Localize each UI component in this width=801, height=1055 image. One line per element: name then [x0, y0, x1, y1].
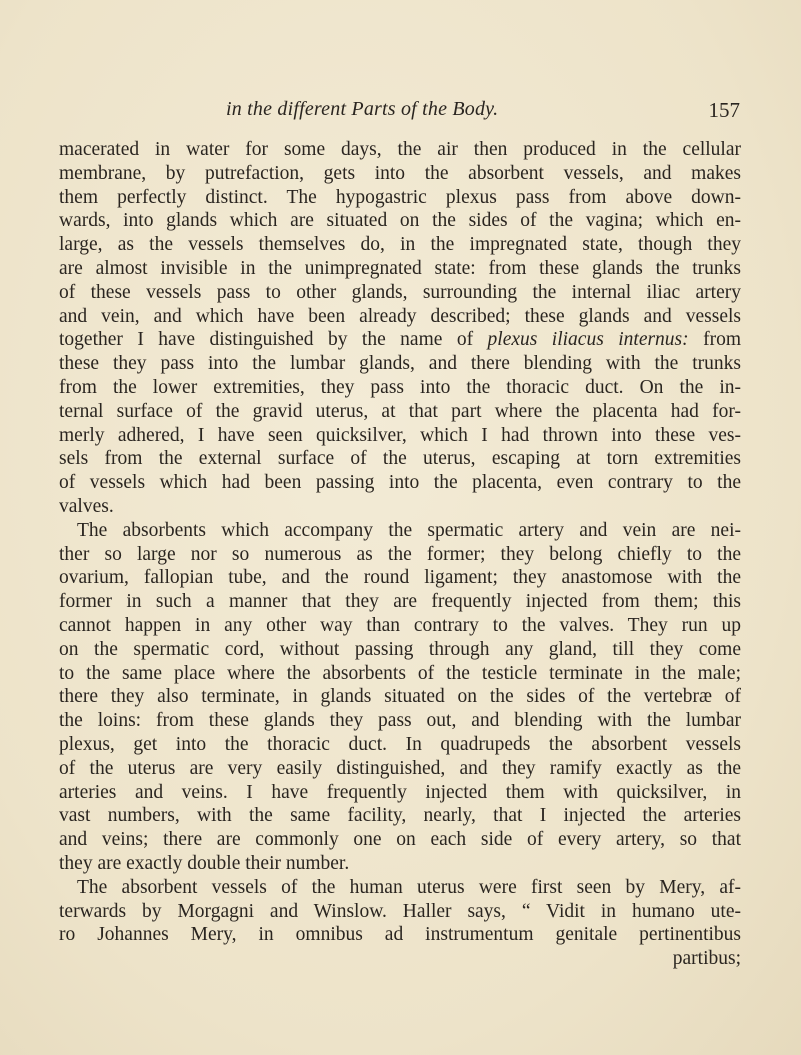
text-segment: from: [688, 329, 741, 351]
text-line: of these vessels pass to other glands, surrounding the internal iliac artery: [59, 281, 741, 303]
text-line: membrane, by putrefaction, gets into the absorbent vessels, and makes: [59, 162, 741, 184]
page-header: [60, 94, 740, 126]
text-line: sels from the external surface of the uterus, escaping at torn extremities: [59, 448, 741, 470]
page-number: 157: [708, 98, 740, 122]
text-line: them perfectly distinct. The hypogastric plexus pass from above down-: [59, 186, 741, 208]
text-line: the loins: from these glands they pass out, and blending with the lumbar: [59, 710, 741, 732]
running-head: in the different Parts of the Body.: [226, 98, 499, 120]
text-line: large, as the vessels themselves do, in the impregnated state, though they: [59, 234, 741, 256]
text-line: on the spermatic cord, without passing through any gland, till they come: [59, 638, 741, 660]
text-line: vast numbers, with the same facility, nearly, that I injected the arteries: [59, 805, 741, 827]
text-line: ternal surface of the gravid uterus, at that part where the placenta had for-: [59, 400, 741, 422]
text-line: to the same place where the absorbents of the testicle terminate in the male;: [59, 662, 741, 684]
latin-term: plexus iliacus internus:: [487, 329, 689, 351]
text-line: macerated in water for some days, the air then produced in the cellular: [59, 139, 741, 160]
text-line: there they also terminate, in glands situated on the sides of the vertebræ of: [59, 686, 741, 708]
text-line: terwards by Morgagni and Winslow. Haller says, “ Vidit in humano ute-: [59, 900, 741, 922]
text-line: ovarium, fallopian tube, and the round ligament; they anastomose with the: [59, 567, 741, 589]
body-text: [59, 138, 741, 971]
text-line: are almost invisible in the unimpregnated state: from these glands the trunks: [59, 257, 741, 279]
text-line: they are exactly double their number.: [59, 852, 350, 874]
text-line: arteries and veins. I have frequently injected them with quicksilver, in: [59, 781, 741, 803]
text-line: from the lower extremities, they pass into the thoracic duct. On the in-: [59, 376, 741, 398]
text-line: merly adhered, I have seen quicksilver, which I had thrown into these ves-: [59, 424, 741, 446]
catchword-line: partibus;: [672, 948, 741, 970]
text-line: these they pass into the lumbar glands, and there blending with the trunks: [59, 353, 741, 375]
text-line: plexus, get into the thoracic duct. In quadrupeds the absorbent vessels: [59, 733, 741, 755]
text-line: former in such a manner that they are frequently injected from them; this: [59, 591, 741, 613]
text-line: wards, into glands which are situated on the sides of the vagina; which en-: [59, 210, 741, 232]
text-segment: together I have distinguished by the name of: [59, 329, 488, 351]
text-line: The absorbents which accompany the spermatic artery and vein are nei-: [77, 519, 741, 541]
text-line: ther so large nor so numerous as the former; they belong chiefly to the: [59, 543, 741, 565]
text-line: and veins; there are commonly one on each side of every artery, so that: [59, 829, 741, 851]
text-line: The absorbent vessels of the human uterus were first seen by Mery, af-: [77, 876, 741, 898]
text-line: [59, 328, 741, 352]
text-line: ro Johannes Mery, in omnibus ad instrumentum genitale pertinentibus: [59, 924, 741, 946]
text-line: of vessels which had been passing into the placenta, even contrary to the: [59, 472, 741, 494]
text-line: cannot happen in any other way than contrary to the valves. They run up: [59, 614, 741, 636]
text-line: valves.: [59, 495, 114, 517]
text-line: of the uterus are very easily distinguished, and they ramify exactly as the: [59, 757, 741, 779]
text-line: and vein, and which have been already described; these glands and vessels: [59, 305, 741, 327]
